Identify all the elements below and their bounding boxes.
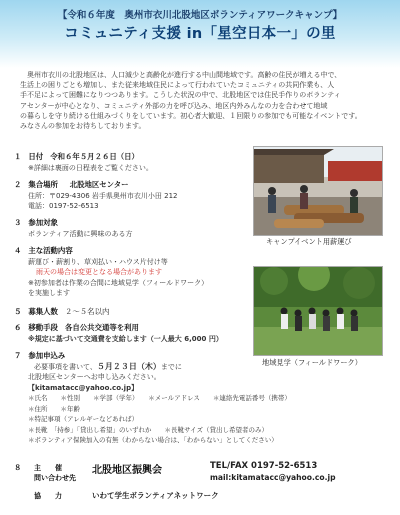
intro-line: みなさんの参加をお待ちしております。 [20,122,146,131]
section-number: ５ [14,307,22,316]
section-contact [14,463,394,505]
intro-line: の暮らしを守り続ける仕組みづくりをしています。初心者大歓迎、１回限りの参加でも可能なイベントです。 [20,111,362,120]
apply-deadline: ５月２３日（木） [96,361,161,371]
section-number: ４ [14,246,22,255]
intro-line: 手不足によって困難になりつつあります。こうした状況の中で、北股地区では住民手作りのボランティ [20,91,341,100]
fieldwork-photo-image [254,267,382,355]
section-label: 移動手段 [28,323,58,332]
section-label: 募集人数 [28,307,58,316]
required-fields: ＊特記事項（アレルギーなどあれば） [28,415,139,423]
date-note: ※詳細は裏面の日程表をご覧ください。 [28,163,153,172]
section-transport [14,323,223,344]
required-fields: ＊住所 ＊年齢 [28,404,80,413]
section-target [14,218,132,239]
contact-tel: TEL/FAX 0197-52-6513 [210,461,318,471]
photo-caption: キャンプイベント用薪運び [266,237,352,246]
transport-value: 各自公共交通等を利用 [65,323,139,332]
event-tag-line: 【令和６年度 奥州市衣川北股地区ボランティアワークキャンプ】 [57,10,343,21]
section-date [14,152,153,173]
transport-note: ※規定に基づいて交通費を支給します（一人最大 6,000 円） [28,334,223,343]
section-label: 参加対象 [28,218,58,227]
required-fields: ＊氏名 ＊性別 ＊学部（学年） ＊メールアドレス ＊連絡先電話番号（携帯） [28,394,291,402]
section-label: 参加申込み [28,351,66,360]
intro-line: 奥州市衣川の北股地区は、人口減少と高齢化が進行する中山間地域です。高齢の住民が増える中で、 [27,71,342,79]
section-number: ６ [14,323,22,332]
section-activity [14,246,208,299]
coop-organization: いわて学生ボランティアネットワーク [92,491,219,500]
section-place [14,180,178,212]
intro-line: 生活上の困りごとも増加し、また従来地域住民によって行われていたコミュニティの共同作業も、人 [20,81,335,90]
required-fields: ＊ボランティア保険加入の有無（わからない場合は、「わからない」としてください） [28,436,278,444]
required-fields: ＊長靴 「持参」「貸出し希望」のいずれか ＊長靴サイズ（貸出し希望者のみ） [28,425,268,434]
photo-caption: 地域見学（フィールドワーク） [262,358,362,367]
activity-line: 薪運び・薪割り、草刈払い・ハウス片付け等 [28,257,168,266]
apply-line: 北股地区センターへお申し込みください。 [28,373,161,381]
coop-label: 協 力 [34,492,62,500]
rain-warning: 雨天の場合は変更となる場合があります [36,268,162,276]
section-capacity [14,307,109,318]
host-label: 主 催 [34,464,62,472]
section-number: ７ [14,351,22,360]
apply-text: 必要事項を書いて、 [34,362,97,371]
intro-line: アセンターが中心となり、コミュニティ外部の力を呼び込み、地区内外みんなの力を合わせて地域 [20,101,328,110]
place-phone: 電話：0197-52-6513 [28,202,99,210]
section-number: ２ [14,180,22,189]
apply-text: までに [160,362,182,371]
contact-mail[interactable]: mail:kitamatacc@yahoo.co.jp [210,473,336,482]
target-value: ボランティア活動に興味のある方 [28,229,133,238]
section-label: 主な活動内容 [28,246,73,255]
apply-email[interactable]: 【kitamatacc@yahoo.co.jp】 [28,383,139,392]
firewood-photo [253,146,383,236]
activity-line: を実施します [28,289,70,297]
section-label: 集合場所 [28,180,58,189]
event-title: コミュニティ支援 in「星空日本一」の里 [64,26,336,42]
meeting-place: 北股地区センター [69,180,129,189]
activity-line: ※初参加者は作業の合間に地域見学（フィールドワーク） [28,278,209,287]
firewood-photo-image [254,147,382,235]
contact-label: 問い合わせ先 [34,474,76,482]
capacity-value: ２～５名以内 [65,307,110,316]
intro-paragraph [20,70,384,131]
section-number: ８ [14,463,22,472]
section-number: ３ [14,218,22,227]
header-band [0,0,400,68]
section-label: 日付 [28,152,44,161]
fieldwork-photo [253,266,383,356]
event-date: 令和６年５月２６日（日） [50,152,139,161]
place-address: 住所：〒029-4306 岩手県奥州市衣川小田 212 [28,191,178,200]
host-organization: 北股地区振興会 [92,465,162,476]
section-number: １ [14,152,22,161]
